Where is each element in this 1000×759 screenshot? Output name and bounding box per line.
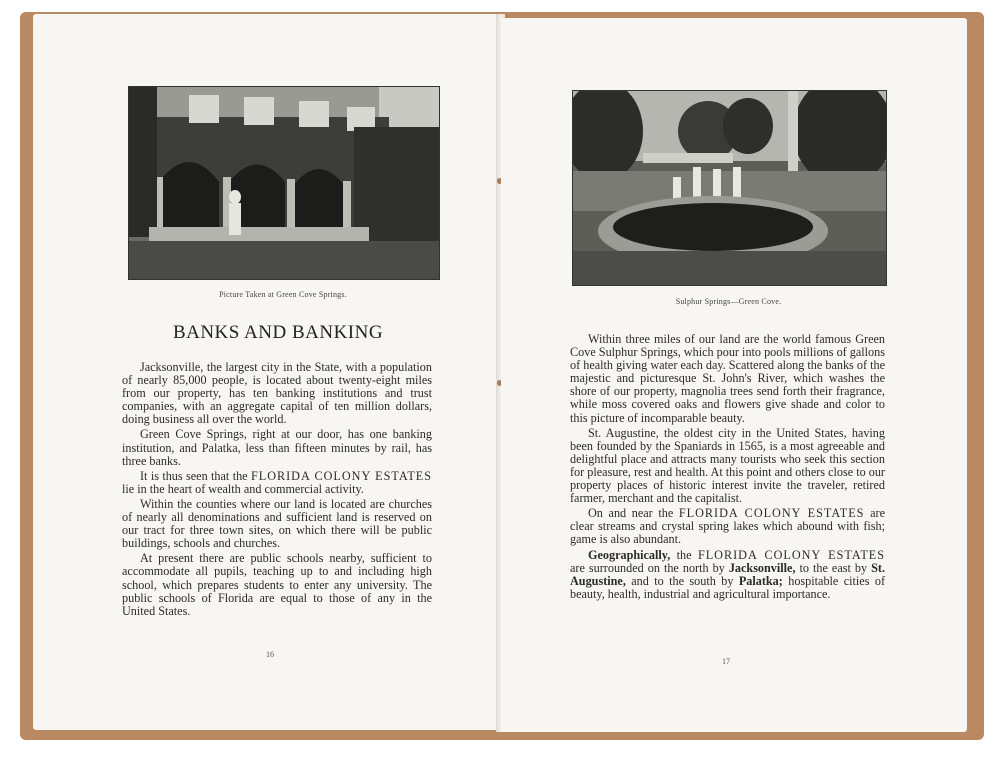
photo-green-cove-springs-house bbox=[128, 86, 440, 280]
text-run: hospitable cities of beauty, health, industrial and agricultural importance. bbox=[570, 573, 885, 601]
text-run: and to the south by bbox=[625, 573, 739, 588]
photo-sulphur-springs bbox=[572, 90, 887, 286]
bold-text: Geographically, bbox=[588, 547, 671, 562]
company-name: FLORIDA COLONY ESTATES bbox=[678, 506, 865, 521]
paragraph: At present there are public schools nearby, sufficient to accommodate all pupils, teaching up to and including high school, which prepares students to enter any university. The public schools of Florida are equal to those of any in the United States. bbox=[122, 551, 432, 618]
paragraph: Within the counties where our land is located are churches of nearly all denominations and sufficient land is reserved on our tract for three town sites, on which there will be public buildings, schools and churches. bbox=[122, 496, 432, 551]
paragraph bbox=[570, 549, 885, 601]
paragraph: Within three miles of our land are the world famous Green Cove Sulphur Springs, which pour into pools millions of gallons of health giving water each day. Scattered along the banks of the majestic and picturesque St. John's River, which washes the shore of our property, magnolia trees send forth their fragrance, while moss covered oaks and flowers give shade and color to this picture of incomparable beauty. bbox=[570, 332, 885, 425]
photo-caption: Sulphur Springs—Green Cove. bbox=[675, 297, 782, 306]
text-run: lie in the heart of wealth and commercial activity. bbox=[122, 481, 364, 496]
text-run: On and near the bbox=[588, 506, 679, 521]
page-number: 16 bbox=[266, 650, 274, 659]
photo-caption: Picture Taken at Green Cove Springs. bbox=[219, 290, 347, 299]
bold-text: St. Augustine, bbox=[570, 560, 885, 588]
paragraph: Jacksonville, the largest city in the State, with a population of nearly 85,000 people, is located about twenty-eight miles from our property, has ten banking institutions and trust companies, with an aggregate capital of ten million dollars, doing business all over the world. bbox=[122, 360, 432, 427]
right-page-body bbox=[570, 333, 885, 603]
text-run: are clear streams and crystal spring lakes which abound with fish; game is also abundant. bbox=[570, 506, 885, 547]
company-name: FLORIDA COLONY ESTATES bbox=[250, 468, 432, 483]
bold-text: Jacksonville, bbox=[728, 560, 796, 575]
company-name: FLORIDA COLONY ESTATES bbox=[697, 547, 885, 562]
bold-text: Palatka; bbox=[738, 573, 783, 588]
left-page-body bbox=[122, 361, 432, 620]
paragraph: St. Augustine, the oldest city in the United States, having been founded by the Spaniards in 1565, is a most agreeable and delightful place and attracts many tourists who seek this section for pleasure, rest and health. At this point and others close to our property places of historic interest invite the traveler, retired farmer, merchant and the capitalist. bbox=[570, 425, 885, 506]
paragraph bbox=[122, 470, 432, 496]
page-number: 17 bbox=[722, 657, 730, 666]
paragraph bbox=[570, 507, 885, 546]
text-run: the bbox=[670, 547, 698, 562]
text-run: are surrounded on the north by bbox=[570, 560, 729, 575]
paragraph: Green Cove Springs, right at our door, has one banking institution, and Palatka, less than fifteen minutes by rail, has three banks. bbox=[122, 427, 432, 468]
text-run: to the east by bbox=[795, 560, 872, 575]
page-heading: BANKS AND BANKING bbox=[172, 322, 384, 343]
text-run: It is thus seen that the bbox=[140, 468, 251, 483]
